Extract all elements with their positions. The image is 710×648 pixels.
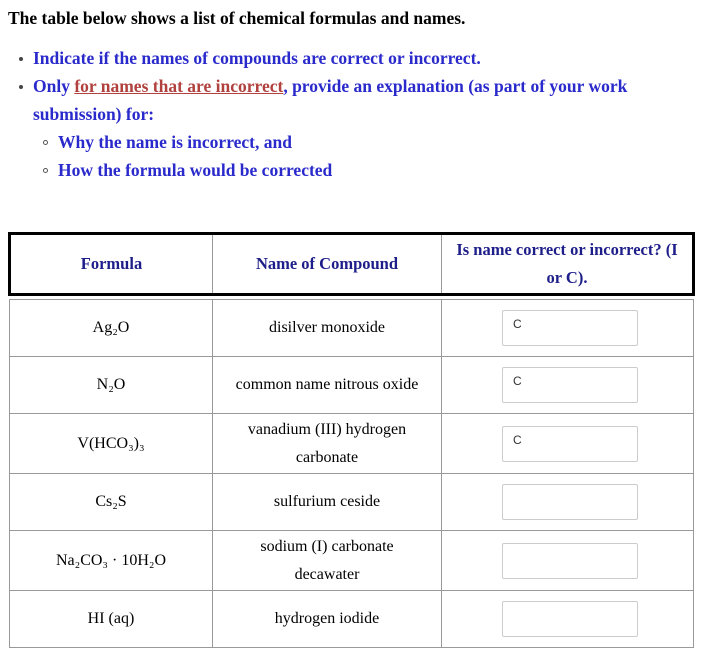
- answer-input[interactable]: [502, 601, 638, 637]
- incorrect-names-link[interactable]: for names that are incorrect: [74, 76, 284, 96]
- name-cell: hydrogen iodide: [213, 591, 442, 648]
- name-line2: decawater: [294, 565, 360, 583]
- answer-cell: [442, 591, 694, 648]
- name-cell: disilver monoxide: [213, 300, 442, 357]
- formula-header: Formula: [10, 234, 213, 295]
- name-cell: [213, 414, 442, 474]
- instruction-2-prefix: Only: [33, 76, 75, 96]
- formula-cell: Cs₂S: [10, 474, 213, 531]
- formula-cell: Na₂CO₃ · 10H₂O: [10, 531, 213, 591]
- formula-cell: HI (aq): [10, 591, 213, 648]
- formula-cell: V(HCO₃)₃: [10, 414, 213, 474]
- table-header-row: [10, 234, 694, 295]
- answer-input[interactable]: [502, 543, 638, 579]
- name-line1: vanadium (III) hydrogen: [247, 420, 407, 438]
- answer-input[interactable]: C: [502, 426, 638, 462]
- sub-instruction-2: How the formula would be corrected: [0, 156, 627, 184]
- instruction-2: [0, 72, 627, 128]
- instructions-list: [0, 44, 627, 184]
- answer-header: [442, 234, 694, 295]
- instruction-2-suffix: , provide an explanation (as part of your work: [283, 76, 628, 96]
- instruction-2-line2: submission) for:: [33, 104, 155, 124]
- name-cell: sulfurium ceside: [213, 474, 442, 531]
- table-row: [10, 414, 694, 474]
- answer-cell: [442, 414, 694, 474]
- compounds-table: [8, 232, 695, 648]
- intro-text: The table below shows a list of chemical formulas and names.: [8, 8, 466, 28]
- sub-instruction-1: Why the name is incorrect, and: [0, 128, 627, 156]
- formula-cell: Ag₂O: [10, 300, 213, 357]
- answer-input[interactable]: [502, 484, 638, 520]
- table-row: [10, 531, 694, 591]
- answer-cell: [442, 474, 694, 531]
- answer-input[interactable]: C: [502, 310, 638, 346]
- answer-cell: [442, 357, 694, 414]
- name-cell: [213, 531, 442, 591]
- name-line2: carbonate: [295, 448, 359, 466]
- table-row: [10, 474, 694, 531]
- table-row: [10, 591, 694, 648]
- instruction-1: Indicate if the names of compounds are correct or incorrect.: [0, 44, 627, 72]
- answer-cell: [442, 531, 694, 591]
- formula-cell: N₂O: [10, 357, 213, 414]
- answer-cell: [442, 300, 694, 357]
- name-header: Name of Compound: [213, 234, 442, 295]
- answer-header-line1: Is name correct or incorrect? (I: [456, 240, 678, 259]
- answer-input[interactable]: C: [502, 367, 638, 403]
- answer-header-line2: or C).: [546, 268, 588, 287]
- name-line1: sodium (I) carbonate: [260, 537, 394, 555]
- name-cell: common name nitrous oxide: [213, 357, 442, 414]
- table-row: [10, 357, 694, 414]
- table-row: [10, 300, 694, 357]
